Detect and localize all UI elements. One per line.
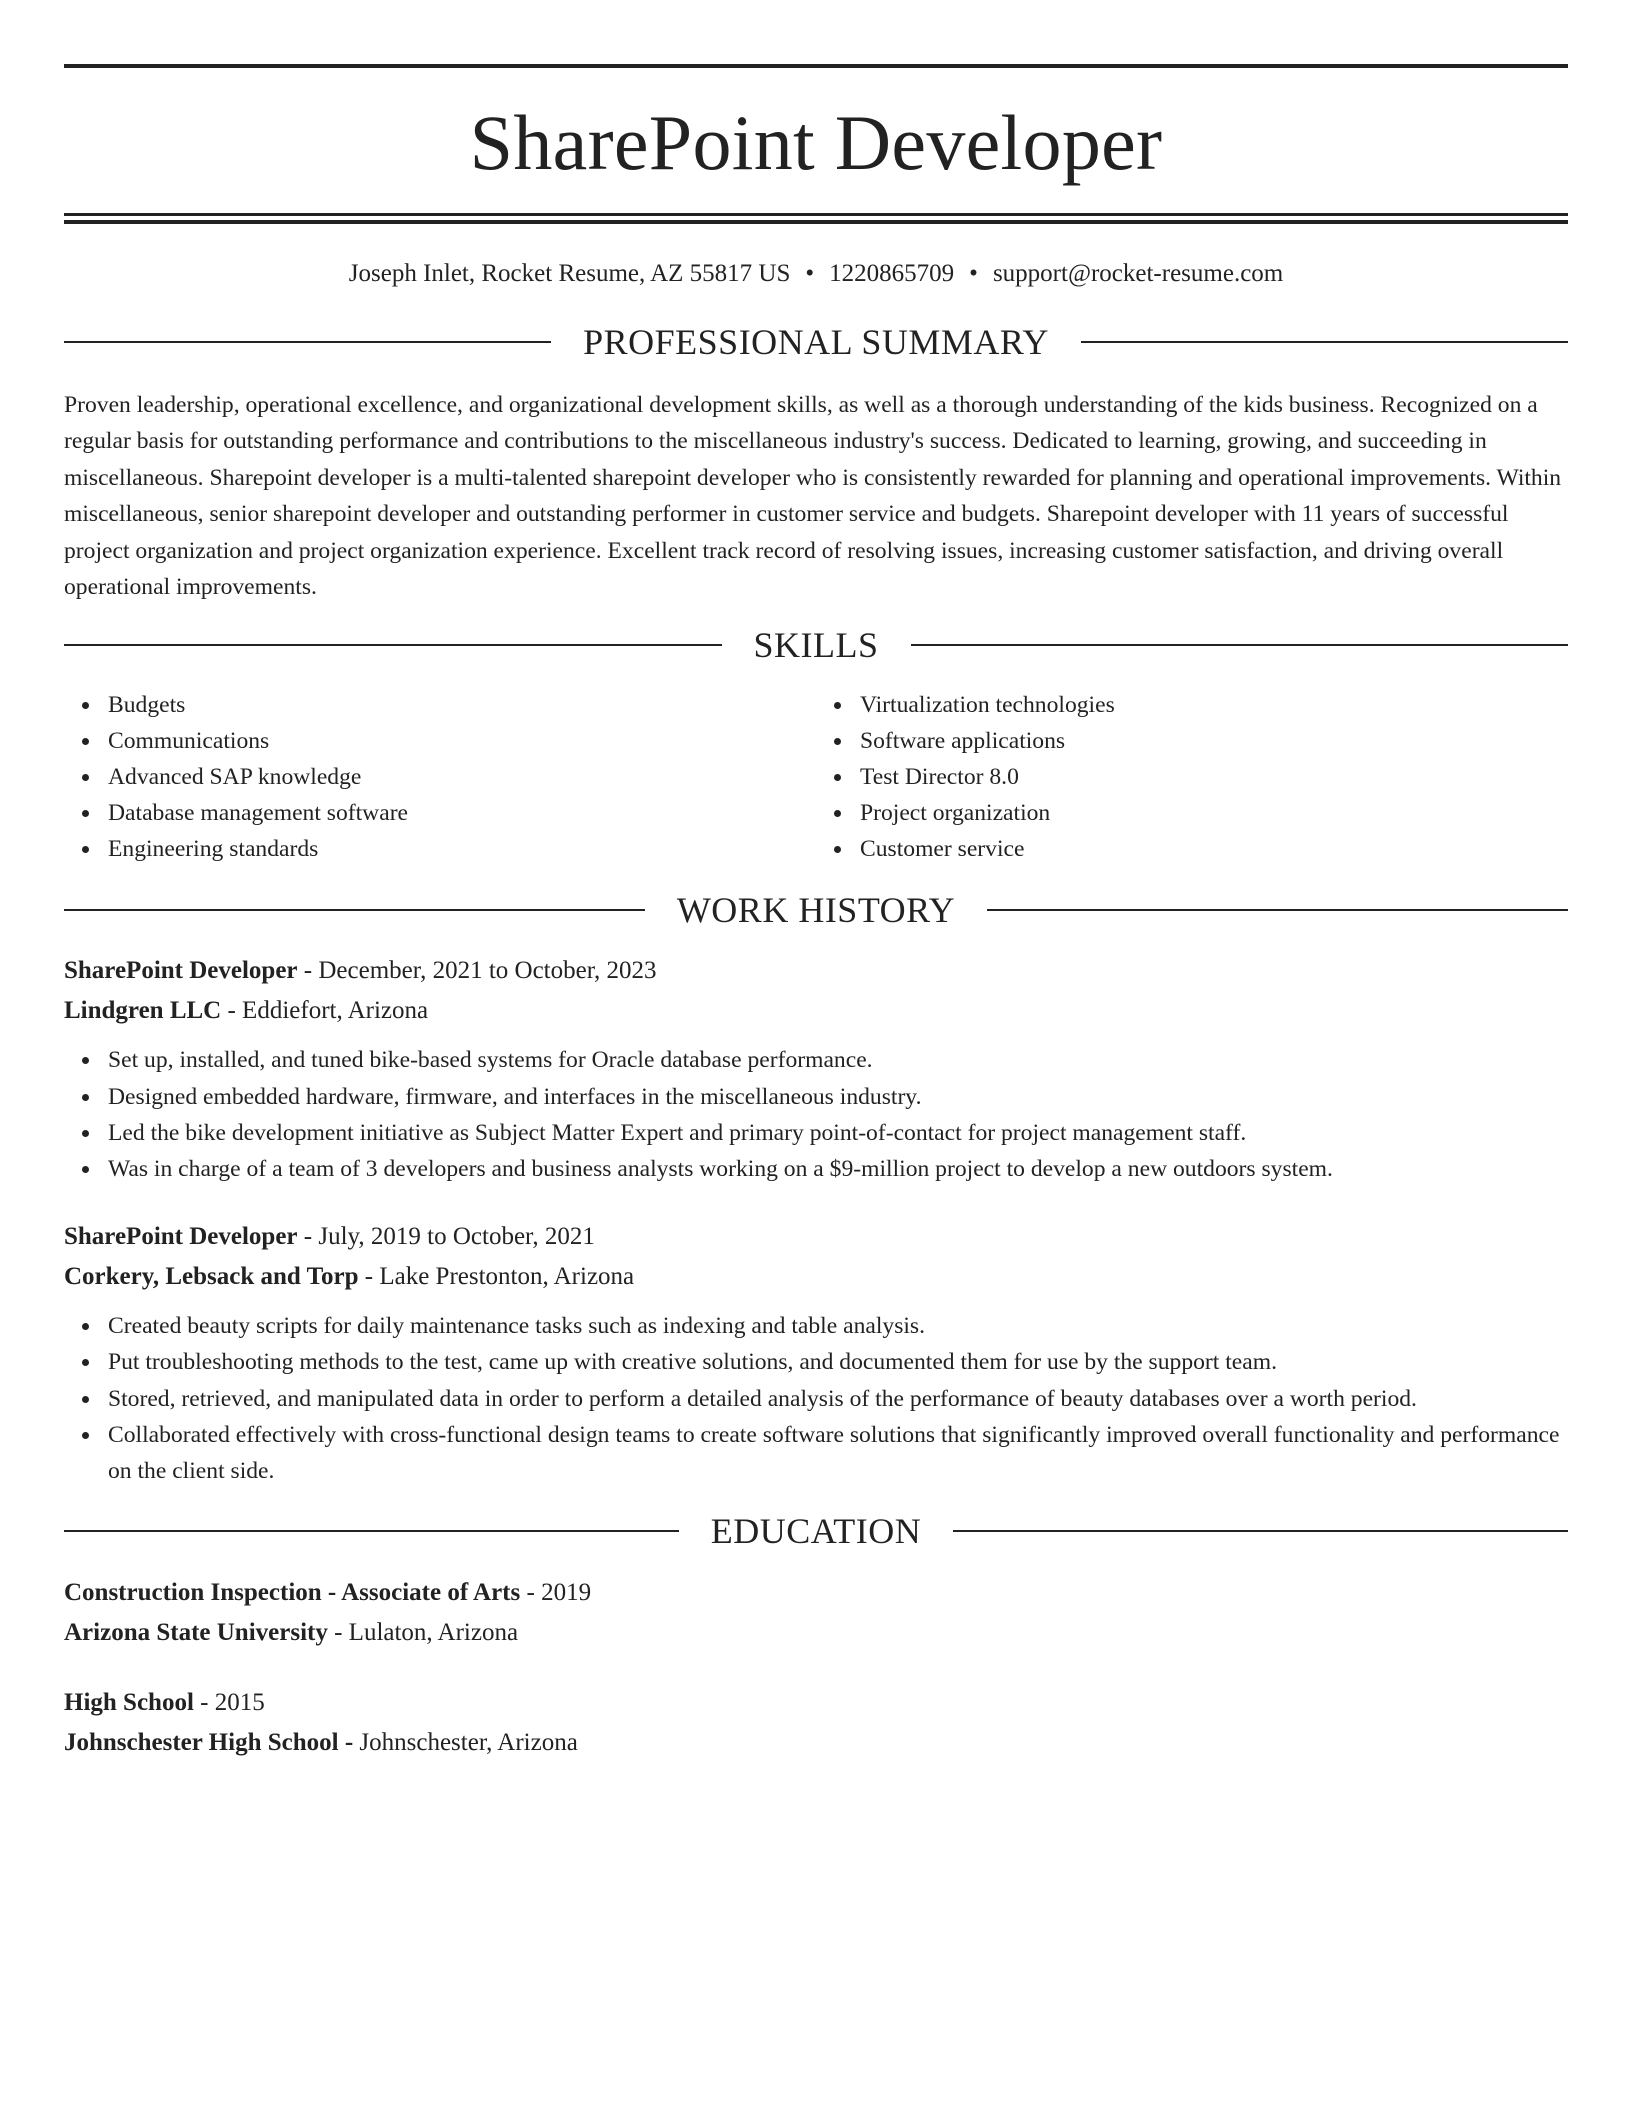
education-school: [64, 1729, 353, 1756]
title-double-rule: [64, 213, 1568, 224]
job-title-line: [64, 1217, 1568, 1257]
education-school-line: [64, 1613, 1568, 1653]
heading-rule: [64, 909, 645, 911]
education-location: Johnschester, Arizona: [353, 1729, 578, 1757]
job-company: Corkery, Lebsack and Torp: [64, 1263, 359, 1291]
job-bullet: Created beauty scripts for daily maintenance tasks such as indexing and table analysis.: [108, 1308, 1568, 1344]
job-bullet: Set up, installed, and tuned bike-based systems for Oracle database performance.: [108, 1042, 1568, 1078]
resume-title: SharePoint Developer: [469, 99, 1163, 186]
heading-rule: [953, 1530, 1568, 1532]
contact-separator: •: [969, 260, 978, 287]
education-year: - 2019: [520, 1579, 592, 1607]
section-title: PROFESSIONAL SUMMARY: [583, 322, 1049, 362]
heading-rule: [64, 341, 551, 343]
section-title: SKILLS: [753, 625, 879, 666]
contact-line: [64, 261, 1568, 286]
job-title: SharePoint Developer: [64, 957, 298, 985]
section-title: EDUCATION: [710, 1511, 922, 1552]
skills-column-left: [64, 687, 816, 867]
section-title: WORK HISTORY: [676, 890, 956, 931]
skill-item: Virtualization technologies: [860, 687, 1568, 723]
education-school-dash: -: [338, 1729, 354, 1757]
job-bullet: Collaborated effectively with cross-functional design teams to create software solutions that significantly improved overall functionality and performance on the client side.: [108, 1417, 1568, 1489]
contact-email: support@rocket-resume.com: [992, 260, 1284, 287]
skill-item: Software applications: [860, 723, 1568, 759]
job-bullets: [64, 1042, 1568, 1187]
skills-list: [64, 687, 1568, 867]
skill-item: Project organization: [860, 795, 1568, 831]
skill-item: Communications: [108, 723, 816, 759]
education-degree-line: [64, 1573, 1568, 1613]
job-bullet: Was in charge of a team of 3 developers and business analysts working on a $9-million project to develop a new outdoors system.: [108, 1151, 1568, 1187]
section-heading-skills: [64, 625, 1568, 666]
heading-rule: [911, 644, 1569, 646]
skill-item: Engineering standards: [108, 831, 816, 867]
skill-item: Advanced SAP knowledge: [108, 759, 816, 795]
job-bullet: Designed embedded hardware, firmware, and interfaces in the miscellaneous industry.: [108, 1079, 1568, 1115]
heading-rule: [987, 909, 1568, 911]
job-dates: - December, 2021 to October, 2023: [297, 957, 657, 985]
education-degree-line: [64, 1683, 1568, 1723]
job-company-line: [64, 991, 1568, 1031]
section-heading-summary: [64, 324, 1568, 360]
job-bullet: Stored, retrieved, and manipulated data in order to perform a detailed analysis of the performance of beauty databases over a worth period.: [108, 1381, 1568, 1417]
contact-phone: 1220865709: [829, 260, 955, 287]
job-title-line: [64, 951, 1568, 991]
education-school-name: Johnschester High School: [64, 1729, 339, 1757]
education-location: - Lulaton, Arizona: [327, 1619, 519, 1647]
job-title: SharePoint Developer: [64, 1223, 298, 1251]
section-heading-education: [64, 1511, 1568, 1552]
section-heading-work: [64, 890, 1568, 931]
job-dates: - July, 2019 to October, 2021: [297, 1223, 595, 1251]
job-bullets: [64, 1308, 1568, 1489]
skill-item: Database management software: [108, 795, 816, 831]
skill-item: Customer service: [860, 831, 1568, 867]
skill-item: Budgets: [108, 687, 816, 723]
education-entry: [64, 1683, 1568, 1763]
job-location: - Lake Prestonton, Arizona: [358, 1263, 635, 1291]
heading-rule: [64, 644, 722, 646]
top-rule: [64, 64, 1568, 68]
heading-rule: [1081, 341, 1568, 343]
contact-address: Joseph Inlet, Rocket Resume, AZ 55817 US: [348, 260, 791, 287]
summary-text: Proven leadership, operational excellence, and organizational development skills, as well as a thorough understanding of the kids business. Recognized on a regular basis for outstanding performance and contributions to the miscellaneous industry's success. Dedicated to learning, growing, and succeeding in miscellaneous. Sharepoint developer is a multi-talented sharepoint developer who is consistently rewarded for planning and operational improvements. Within miscellaneous, senior sharepoint developer and outstanding performer in customer service and budgets. Sharepoint developer with 11 years of successful project organization and project organization experience. Excellent track record of resolving issues, increasing customer satisfaction, and driving overall operational improvements.: [64, 392, 1562, 601]
job-bullet: Put troubleshooting methods to the test, came up with creative solutions, and documented them for use by the support team.: [108, 1344, 1568, 1380]
education-school-line: [64, 1723, 1568, 1763]
job-company: Lindgren LLC: [64, 997, 222, 1025]
job-company-line: [64, 1257, 1568, 1297]
job-location: - Eddiefort, Arizona: [221, 997, 429, 1025]
education-entry: [64, 1573, 1568, 1653]
education-school: Arizona State University: [64, 1619, 328, 1647]
job-bullet: Led the bike development initiative as Subject Matter Expert and primary point-of-contact for project management staff.: [108, 1115, 1568, 1151]
job-entry: [64, 1217, 1568, 1489]
job-entry: [64, 951, 1568, 1187]
education-degree: Construction Inspection - Associate of Arts: [64, 1579, 521, 1607]
skill-item: Test Director 8.0: [860, 759, 1568, 795]
heading-rule: [64, 1530, 679, 1532]
education-degree: High School: [64, 1689, 194, 1717]
education-year: - 2015: [193, 1689, 265, 1717]
skills-column-right: [816, 687, 1568, 867]
contact-separator: •: [805, 260, 815, 287]
